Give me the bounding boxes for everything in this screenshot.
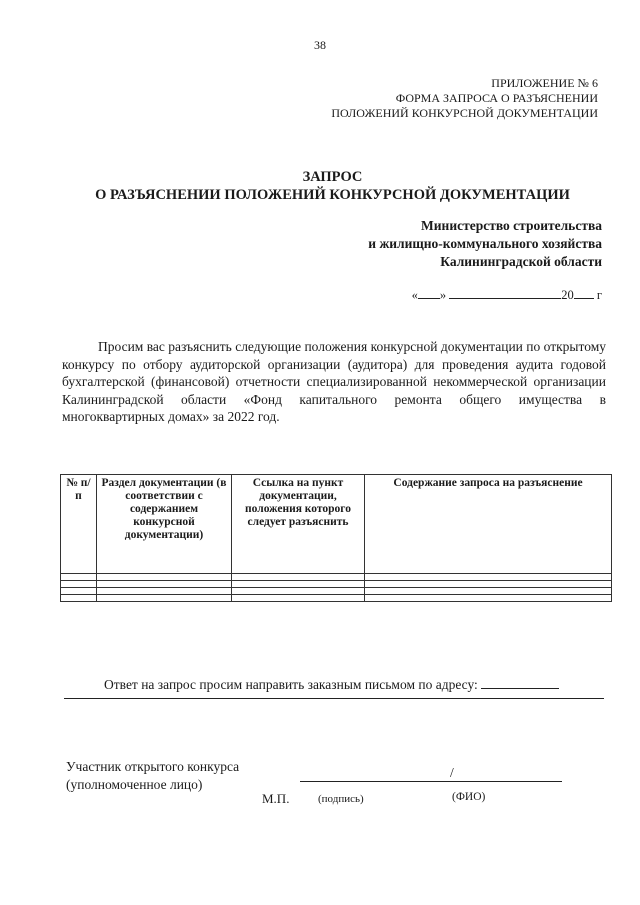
signature-label: (подпись): [318, 793, 364, 805]
table-cell: [97, 574, 232, 581]
table-row: [61, 588, 612, 595]
year-prefix: 20: [561, 288, 574, 302]
appendix-line-2: ФОРМА ЗАПРОСА О РАЗЪЯСНЕНИИ: [395, 91, 598, 105]
recipient-line-1: Министерство строительства: [421, 218, 602, 233]
day-blank: [418, 286, 440, 299]
request-paragraph: Просим вас разъяснить следующие положения конкурсной документации по открытому конкурсу по отбору аудиторской организации (аудитора) для проведения аудита годовой бухгалтерской (финансовой) отчетности специализированной некоммерческой организации Калининградской области «Фонд капитального ремонта общего имущества в многоквартирных домах» за 2022 год.: [62, 339, 606, 424]
table-cell: [61, 595, 97, 602]
title-line-1: ЗАПРОС: [302, 169, 363, 185]
header-request-content: Содержание запроса на разъяснение: [365, 475, 612, 574]
table-cell: [232, 595, 365, 602]
document-title: [60, 168, 605, 204]
request-table: [60, 474, 612, 602]
page-number: 38: [314, 38, 326, 52]
table-cell: [232, 581, 365, 588]
answer-text: Ответ на запрос просим направить заказным письмом по адресу:: [104, 677, 478, 692]
month-blank: [449, 286, 561, 299]
recipient-line-3: Калининградской области: [440, 254, 602, 269]
table-row: [61, 595, 612, 602]
address-blank: [481, 676, 559, 689]
table-cell: [365, 581, 612, 588]
year-suffix: г: [596, 288, 602, 302]
date-close-quote: »: [439, 288, 447, 302]
signature-line: [300, 781, 562, 782]
header-section: Раздел документации (в соответствии с содержанием конкурсной документации): [97, 475, 232, 574]
table-row: [61, 581, 612, 588]
participant-line-1: Участник открытого конкурса: [66, 759, 240, 774]
table-row: [61, 574, 612, 581]
participant-block: [66, 758, 239, 794]
year-blank: [574, 286, 594, 299]
header-number: № п/п: [61, 475, 97, 574]
recipient-line-2: и жилищно-коммунального хозяйства: [368, 236, 602, 251]
table-cell: [97, 581, 232, 588]
table-cell: [232, 588, 365, 595]
table-cell: [365, 595, 612, 602]
date-line: [412, 286, 602, 303]
table-cell: [365, 588, 612, 595]
answer-request: [104, 676, 559, 693]
table-header-row: [61, 475, 612, 574]
title-line-2: О РАЗЪЯСНЕНИИ ПОЛОЖЕНИЙ КОНКУРСНОЙ ДОКУМЕНТАЦИИ: [95, 187, 570, 203]
appendix-line-1: ПРИЛОЖЕНИЕ № 6: [491, 76, 598, 90]
appendix-header: [331, 76, 598, 121]
participant-line-2: (уполномоченное лицо): [66, 777, 203, 792]
table-cell: [365, 574, 612, 581]
header-reference: Ссылка на пункт документации, положения которого следует разъяснить: [232, 475, 365, 574]
name-label: (ФИО): [452, 791, 486, 803]
appendix-line-3: ПОЛОЖЕНИЙ КОНКУРСНОЙ ДОКУМЕНТАЦИИ: [331, 106, 598, 120]
table-cell: [97, 588, 232, 595]
table-cell: [61, 588, 97, 595]
address-line: [64, 698, 604, 699]
signature-slash: /: [450, 765, 454, 780]
table-cell: [61, 581, 97, 588]
table-cell: [61, 574, 97, 581]
table-cell: [232, 574, 365, 581]
stamp-label: М.П.: [262, 791, 290, 806]
date-open-quote: «: [411, 288, 418, 302]
recipient-block: [368, 217, 602, 271]
table-cell: [97, 595, 232, 602]
